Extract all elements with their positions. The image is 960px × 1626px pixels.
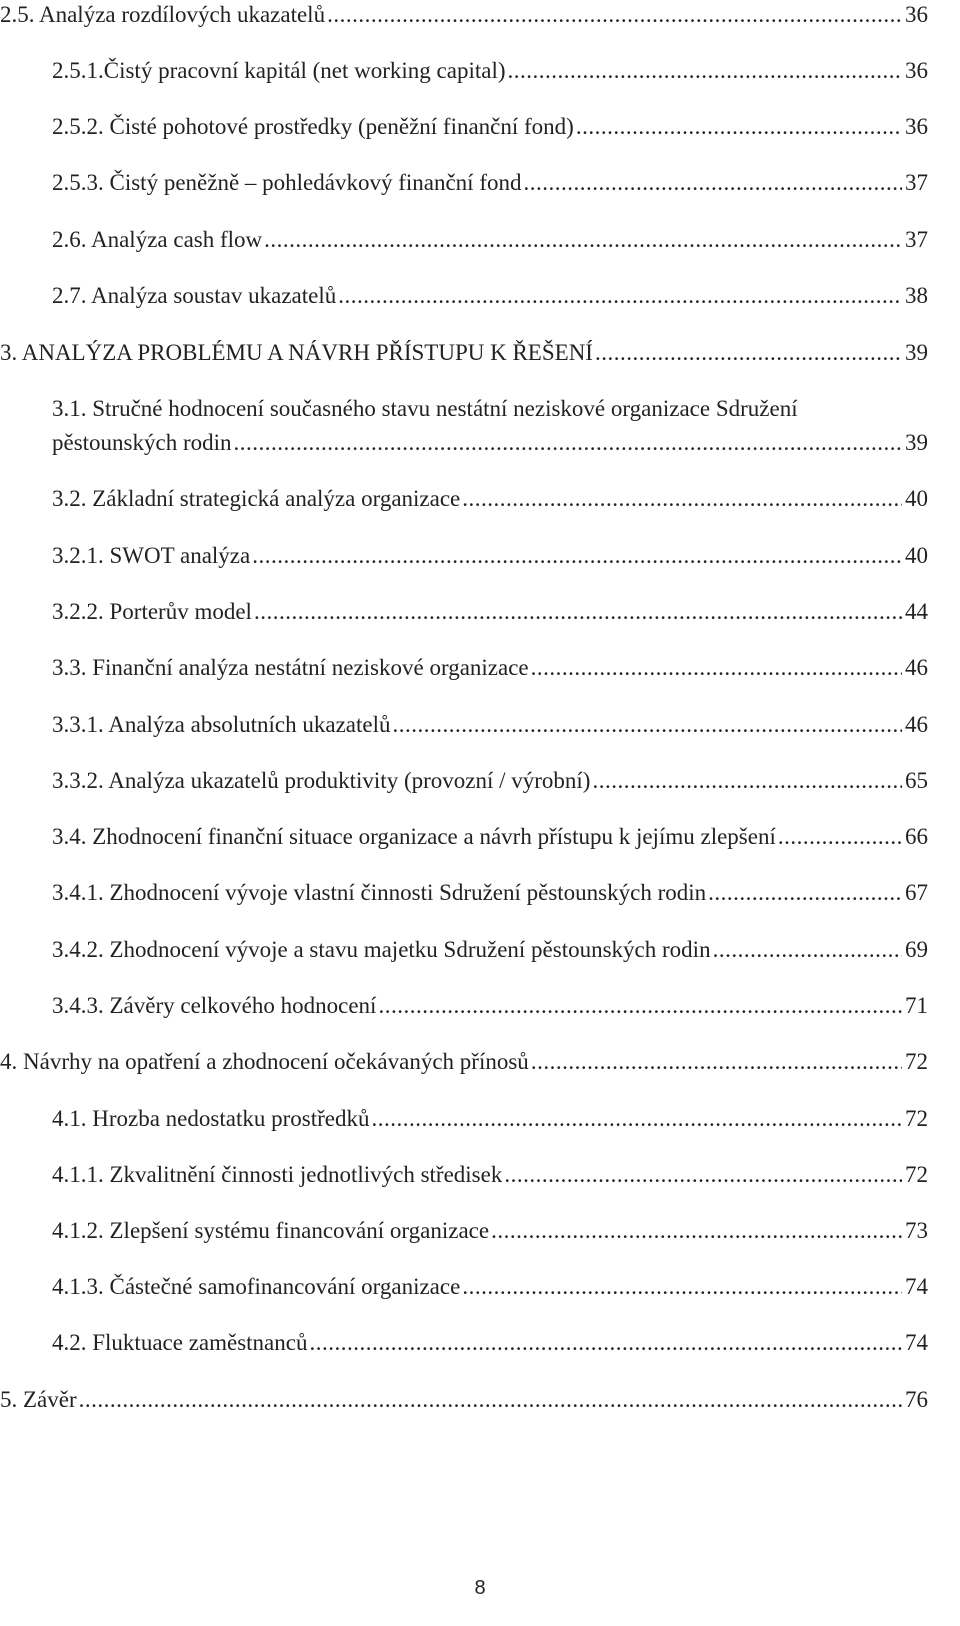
toc-leader-dots (504, 1160, 902, 1190)
toc-leader-dots (595, 338, 902, 368)
toc-entry-page: 72 (905, 1049, 928, 1074)
toc-entry-page: 72 (905, 1106, 928, 1131)
toc-entry-label: 2.5. Analýza rozdílových ukazatelů (0, 2, 326, 27)
toc-leader-dots (254, 597, 902, 627)
toc-entry-label: 3.3. Finanční analýza nestátní neziskové organizace (52, 655, 529, 680)
toc-entry-label: 4.1.1. Zkvalitnění činnosti jednotlivých středisek (52, 1162, 503, 1187)
toc-leader-dots (252, 541, 902, 571)
toc-entry-label: 5. Závěr (0, 1387, 77, 1412)
toc-leader-dots (531, 653, 902, 683)
toc-leader-dots (264, 225, 902, 255)
toc-entry-page: 73 (905, 1218, 928, 1243)
toc-entry-label: 2.5.1.Čistý pracovní kapitál (net working capital) (52, 58, 506, 83)
toc-entry-label: 3.4.1. Zhodnocení vývoje vlastní činnosti Sdružení pěstounských rodin (52, 880, 707, 905)
toc-leader-dots (309, 1328, 902, 1358)
toc-entry-page: 39 (905, 430, 928, 455)
toc-entry-label: 2.7. Analýza soustav ukazatelů (52, 283, 337, 308)
toc-entry-page: 36 (905, 2, 928, 27)
toc-entry-page: 36 (905, 114, 928, 139)
toc-leader-dots (462, 484, 902, 514)
toc-entry-page: 37 (905, 170, 928, 195)
toc-entry-page: 44 (905, 599, 928, 624)
toc-leader-dots (531, 1047, 902, 1077)
toc-entry-label: 2.5.2. Čisté pohotové prostředky (peněžní finanční fond) (52, 114, 574, 139)
toc-entry-label: 4.2. Fluktuace zaměstnanců (52, 1330, 308, 1355)
toc-entry-page: 40 (905, 486, 928, 511)
toc-entry-page: 72 (905, 1162, 928, 1187)
toc-entry-label: 2.6. Analýza cash flow (52, 227, 263, 252)
toc-entry-label: 3.2.2. Porterův model (52, 599, 252, 624)
toc-entry-page: 74 (905, 1330, 928, 1355)
toc-entry-label: 3.4. Zhodnocení finanční situace organizace a návrh přístupu k jejímu zlepšení (52, 824, 776, 849)
toc-entry-label: 4.1.3. Částečné samofinancování organizace (52, 1274, 461, 1299)
toc-entry-label: pěstounských rodin (52, 430, 232, 455)
toc-leader-dots (234, 428, 902, 458)
toc-entry-page: 66 (905, 824, 928, 849)
toc-leader-dots (778, 822, 902, 852)
toc-leader-dots (491, 1216, 902, 1246)
toc-entry-page: 38 (905, 283, 928, 308)
toc-leader-dots (462, 1272, 902, 1302)
toc-entry-label-line1: 3.1. Stručné hodnocení současného stavu nestátní neziskové organizace Sdružení (52, 396, 798, 421)
toc-entry-label: 2.5.3. Čistý peněžně – pohledávkový finanční fond (52, 170, 522, 195)
toc-leader-dots (523, 168, 902, 198)
toc-entry-page: 39 (905, 340, 928, 365)
toc-leader-dots (576, 112, 902, 142)
toc-entry-label: 3. ANALÝZA PROBLÉMU A NÁVRH PŘÍSTUPU K ŘEŠENÍ (0, 340, 593, 365)
toc-leader-dots (371, 1104, 902, 1134)
toc-leader-dots (713, 935, 902, 965)
page-number: 8 (474, 1577, 486, 1599)
toc-entry-page: 76 (905, 1387, 928, 1412)
toc-leader-dots (338, 281, 902, 311)
toc-entry-label: 3.4.3. Závěry celkového hodnocení (52, 993, 377, 1018)
toc-entry-page: 69 (905, 937, 928, 962)
toc-entry-page: 37 (905, 227, 928, 252)
toc-entry-label: 3.2.1. SWOT analýza (52, 543, 251, 568)
toc-entry-page: 71 (905, 993, 928, 1018)
toc-entry-label: 3.3.2. Analýza ukazatelů produktivity (provozní / výrobní) (52, 768, 591, 793)
toc-entry-label: 3.4.2. Zhodnocení vývoje a stavu majetku Sdružení pěstounských rodin (52, 937, 711, 962)
toc-entry-page: 74 (905, 1274, 928, 1299)
toc-leader-dots (508, 56, 903, 86)
toc-entry-page: 65 (905, 768, 928, 793)
toc-entry-page: 40 (905, 543, 928, 568)
toc-leader-dots (708, 878, 902, 908)
toc-leader-dots (378, 991, 902, 1021)
toc-leader-dots (79, 1385, 902, 1415)
toc-entry-page: 36 (905, 58, 928, 83)
toc-leader-dots (327, 0, 902, 30)
toc-entry-page: 67 (905, 880, 928, 905)
toc-entry-label: 4.1. Hrozba nedostatku prostředků (52, 1106, 370, 1131)
toc-entry-label: 4. Návrhy na opatření a zhodnocení očekávaných přínosů (0, 1049, 529, 1074)
toc-entry-label: 4.1.2. Zlepšení systému financování organizace (52, 1218, 490, 1243)
toc-leader-dots (592, 766, 902, 796)
toc-entry-label: 3.2. Základní strategická analýza organizace (52, 486, 461, 511)
toc-entry-page: 46 (905, 712, 928, 737)
toc-entry-label: 3.3.1. Analýza absolutních ukazatelů (52, 712, 391, 737)
toc-entry-page: 46 (905, 655, 928, 680)
toc-leader-dots (393, 710, 902, 740)
